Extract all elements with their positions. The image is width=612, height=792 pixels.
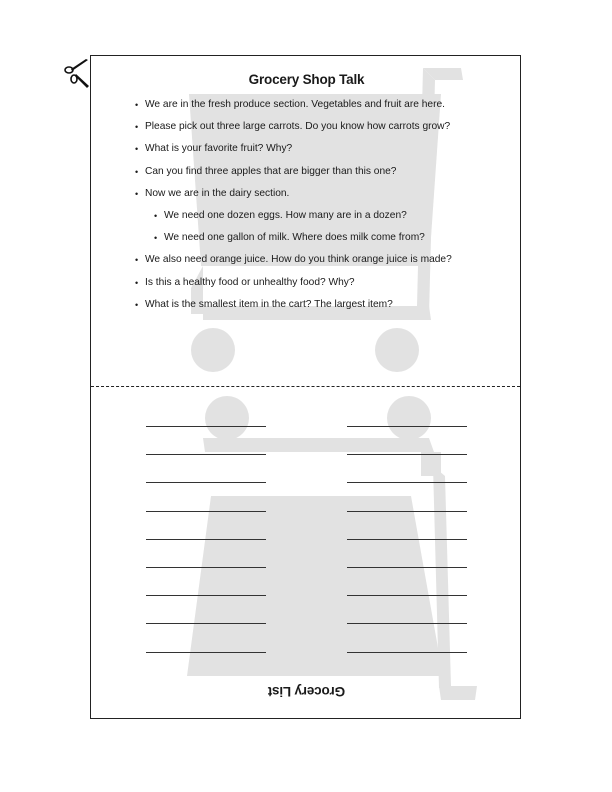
write-in-line[interactable] <box>146 623 266 624</box>
grocery-list-column-left <box>146 426 266 680</box>
list-item: • We need one dozen eggs. How many are in a dozen? <box>154 205 452 227</box>
list-item: • Now we are in the dairy section. <box>135 183 452 205</box>
write-in-line[interactable] <box>347 511 467 512</box>
list-item: • What is the smallest item in the cart? The largest item? <box>135 294 452 316</box>
write-in-line[interactable] <box>347 426 467 427</box>
write-in-line[interactable] <box>347 595 467 596</box>
list-item: • We need one gallon of milk. Where does milk come from? <box>154 227 452 249</box>
write-in-line[interactable] <box>347 567 467 568</box>
write-in-line[interactable] <box>146 511 266 512</box>
write-in-line[interactable] <box>146 595 266 596</box>
list-item: • We also need orange juice. How do you think orange juice is made? <box>135 249 452 271</box>
list-item: • What is your favorite fruit? Why? <box>135 138 452 160</box>
write-in-line[interactable] <box>347 652 467 653</box>
cut-line <box>91 386 520 387</box>
write-in-line[interactable] <box>146 539 266 540</box>
list-item: • Please pick out three large carrots. Do you know how carrots grow? <box>135 116 452 138</box>
write-in-line[interactable] <box>347 539 467 540</box>
write-in-line[interactable] <box>347 454 467 455</box>
list-item: • We are in the fresh produce section. Vegetables and fruit are here. <box>135 94 452 116</box>
list-item: • Is this a healthy food or unhealthy food? Why? <box>135 272 452 294</box>
write-in-line[interactable] <box>347 623 467 624</box>
activity-card <box>90 55 521 719</box>
talk-card-title: Grocery Shop Talk <box>248 72 365 87</box>
write-in-line[interactable] <box>146 567 266 568</box>
write-in-line[interactable] <box>146 454 266 455</box>
grocery-list-title: Grocery List <box>267 684 346 699</box>
list-item: • Can you find three apples that are bigger than this one? <box>135 161 452 183</box>
write-in-line[interactable] <box>146 482 266 483</box>
grocery-list-column-right <box>347 426 467 680</box>
write-in-line[interactable] <box>146 426 266 427</box>
talk-prompt-list <box>135 94 452 316</box>
write-in-line[interactable] <box>146 652 266 653</box>
write-in-line[interactable] <box>347 482 467 483</box>
scissors-icon <box>62 58 92 88</box>
